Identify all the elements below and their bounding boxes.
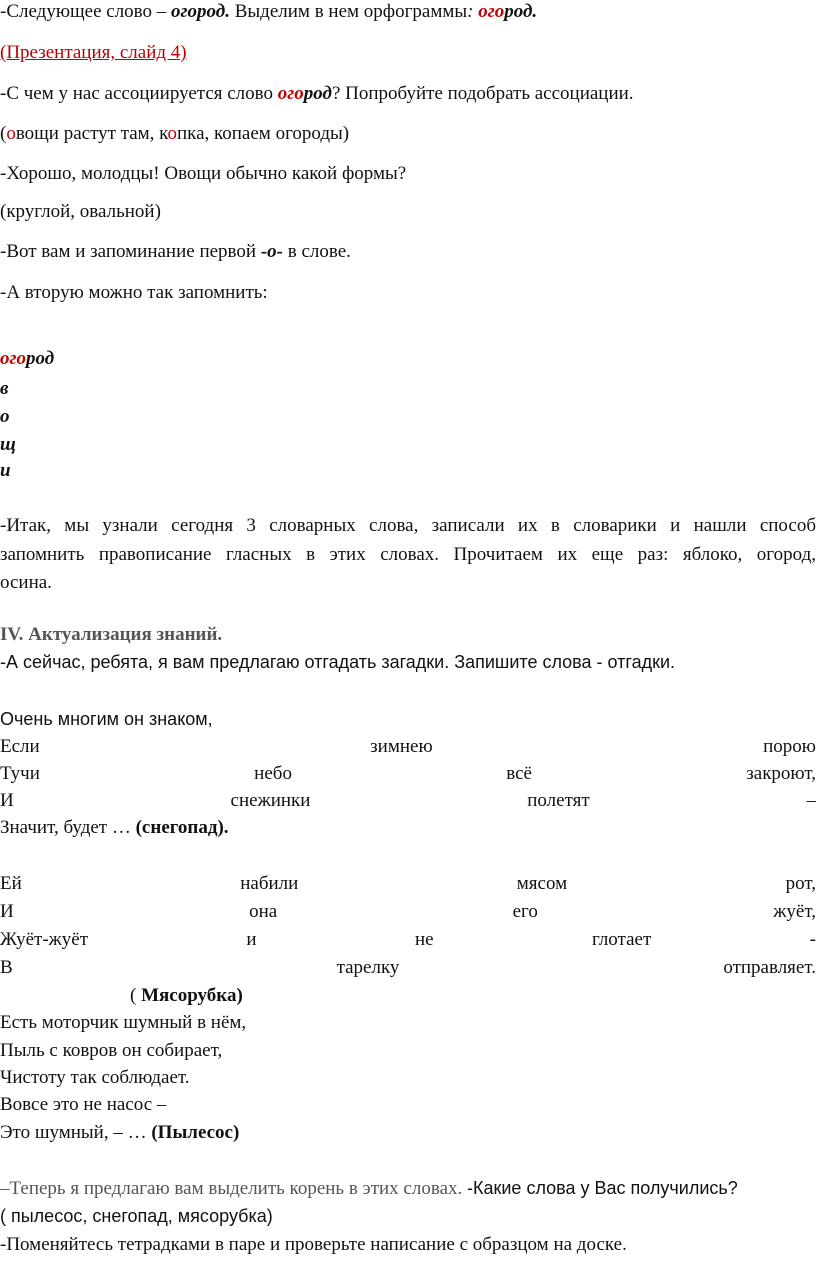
vertical-letter-i: и — [0, 460, 11, 481]
end-line3: -Поменяйтесь тетрадками в паре и проверьте написание с образцом на доске. — [0, 1234, 627, 1255]
riddle3-answer-line: Это шумный, – … (Пылесос) — [0, 1122, 240, 1143]
riddle2-line2: И она его жуёт, — [0, 901, 816, 922]
end-line2: ( пылесос, снегопад, мясорубка) — [0, 1206, 273, 1226]
presentation-link[interactable]: (Презентация, слайд 4) — [0, 42, 187, 63]
riddle1-answer: (снегопад). — [135, 817, 229, 838]
line-second-o: -А вторую можно так запомнить: — [0, 282, 268, 303]
riddle3-line3: Чистоту так соблюдает. — [0, 1067, 190, 1088]
summary-line-3: осина. — [0, 572, 52, 593]
riddle3-line4: Вовсе это не насос – — [0, 1094, 167, 1115]
summary-line-1: -Итак, мы узнали сегодня 3 словарных слова, записали их в словарики и нашли способ — [0, 515, 816, 536]
line-shape-answer: (круглой, овальной) — [0, 201, 161, 222]
end-line1: –Теперь я предлагаю вам выделить корень в этих словах. -Какие слова у Вас получились? — [0, 1178, 738, 1199]
riddle2-line1: Ей набили мясом рот, — [0, 873, 816, 894]
riddle1-answer-line: Значит, будет … (снегопад). — [0, 817, 229, 838]
line-first-o: -Вот вам и запоминание первой -о- в слове. — [0, 241, 351, 262]
summary-line-2: запомнить правописание гласных в этих словах. Прочитаем их еще раз: яблоко, огород, — [0, 544, 816, 565]
line-shape-question: -Хорошо, молодцы! Овощи обычно какой формы? — [0, 163, 407, 184]
section-heading: IV. Актуализация знаний. — [0, 624, 223, 645]
riddle2-answer-line: ( Мясорубка) — [130, 985, 243, 1006]
riddle2-answer: Мясорубка) — [141, 985, 243, 1006]
vertical-letter-sch: щ — [0, 434, 16, 455]
vertical-letter-o: о — [0, 406, 10, 427]
vertical-letter-v: в — [0, 378, 9, 399]
riddle3-answer: (Пылесос) — [151, 1122, 240, 1143]
riddle3-line1: Есть моторчик шумный в нём, — [0, 1012, 247, 1033]
riddle-task: -А сейчас, ребята, я вам предлагаю отгадать загадки. Запишите слова - отгадки. — [0, 652, 676, 672]
riddle3-line2: Пыль с ковров он собирает, — [0, 1040, 223, 1061]
line-association-question: -С чем у нас ассоциируется слово огород? Попробуйте подобрать ассоциации. — [0, 83, 634, 104]
riddle1-line3: Тучи небо всё закроют, — [0, 763, 816, 784]
presentation-reference — [0, 41, 816, 65]
riddle1-line2: Если зимнею порою — [0, 736, 816, 757]
vertical-word-ogorod: огород — [0, 348, 55, 369]
riddle2-line4: В тарелку отправляет. — [0, 957, 816, 978]
line-associations-answer: (овощи растут там, копка, копаем огороды) — [0, 123, 350, 144]
line-next-word: -Следующее слово – огород. Выделим в нем орфограммы: огород. — [0, 1, 538, 22]
riddle1-line1: Очень многим он знаком, — [0, 709, 213, 729]
riddle1-line4: И снежинки полетят – — [0, 790, 816, 811]
riddle2-line3: Жуёт-жуёт и не глотает - — [0, 929, 816, 950]
